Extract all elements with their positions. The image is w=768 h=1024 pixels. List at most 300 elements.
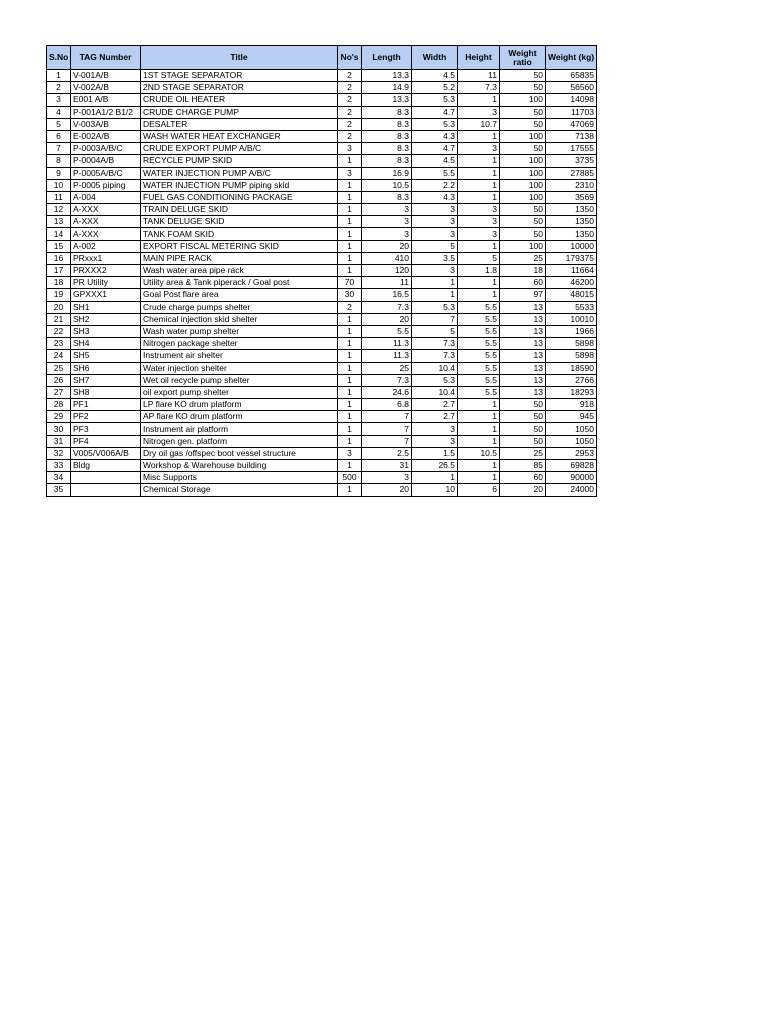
table-row — [47, 70, 597, 82]
cell-nos: 1 — [338, 191, 362, 203]
cell-sno: 28 — [47, 399, 71, 411]
cell-height: 5 — [458, 252, 500, 264]
header-height: Height — [458, 46, 500, 70]
cell-width: 2.7 — [412, 411, 458, 423]
cell-weight-kg: 945 — [546, 411, 597, 423]
cell-height: 1 — [458, 240, 500, 252]
cell-weight-ratio: 50 — [500, 435, 546, 447]
cell-height: 1 — [458, 191, 500, 203]
cell-width: 5.2 — [412, 82, 458, 94]
cell-sno: 20 — [47, 301, 71, 313]
cell-weight-kg: 10010 — [546, 313, 597, 325]
cell-title: Crude charge pumps shelter — [141, 301, 338, 313]
cell-height: 3 — [458, 106, 500, 118]
cell-nos: 1 — [338, 228, 362, 240]
cell-height: 3 — [458, 228, 500, 240]
table-row — [47, 252, 597, 264]
cell-width: 7 — [412, 313, 458, 325]
table-row — [47, 399, 597, 411]
header-length: Length — [362, 46, 412, 70]
cell-title: LP flare KO drum platform — [141, 399, 338, 411]
cell-weight-kg: 11703 — [546, 106, 597, 118]
cell-sno: 10 — [47, 179, 71, 191]
cell-weight-ratio: 50 — [500, 143, 546, 155]
cell-height: 7.3 — [458, 82, 500, 94]
cell-width: 3 — [412, 216, 458, 228]
cell-nos: 2 — [338, 130, 362, 142]
cell-tag-number: SH4 — [71, 338, 141, 350]
cell-sno: 23 — [47, 338, 71, 350]
cell-width: 10.4 — [412, 386, 458, 398]
cell-length: 8.3 — [362, 130, 412, 142]
cell-nos: 3 — [338, 143, 362, 155]
cell-weight-ratio: 50 — [500, 423, 546, 435]
cell-length: 7 — [362, 411, 412, 423]
cell-height: 1 — [458, 179, 500, 191]
table-row — [47, 240, 597, 252]
cell-title: CRUDE EXPORT PUMP A/B/C — [141, 143, 338, 155]
cell-title: WASH WATER HEAT EXCHANGER — [141, 130, 338, 142]
cell-sno: 25 — [47, 362, 71, 374]
cell-length: 5.5 — [362, 325, 412, 337]
cell-nos: 1 — [338, 155, 362, 167]
cell-length: 11.3 — [362, 350, 412, 362]
cell-weight-kg: 17555 — [546, 143, 597, 155]
cell-weight-ratio: 50 — [500, 204, 546, 216]
cell-weight-kg: 1050 — [546, 435, 597, 447]
cell-sno: 19 — [47, 289, 71, 301]
cell-nos: 2 — [338, 82, 362, 94]
cell-width: 4.5 — [412, 70, 458, 82]
cell-tag-number: PF3 — [71, 423, 141, 435]
cell-title: TANK DELUGE SKID — [141, 216, 338, 228]
cell-nos: 2 — [338, 301, 362, 313]
cell-tag-number: V-002A/B — [71, 82, 141, 94]
table-row — [47, 191, 597, 203]
cell-title: EXPORT FISCAL METERING SKID — [141, 240, 338, 252]
cell-width: 3.5 — [412, 252, 458, 264]
cell-length: 3 — [362, 228, 412, 240]
cell-title: WATER INJECTION PUMP piping skid — [141, 179, 338, 191]
cell-length: 25 — [362, 362, 412, 374]
cell-tag-number: GPXXX1 — [71, 289, 141, 301]
cell-sno: 9 — [47, 167, 71, 179]
cell-weight-kg: 18293 — [546, 386, 597, 398]
cell-weight-ratio: 100 — [500, 179, 546, 191]
cell-nos: 1 — [338, 411, 362, 423]
table-row — [47, 472, 597, 484]
cell-title: Instrument air platform — [141, 423, 338, 435]
cell-sno: 3 — [47, 94, 71, 106]
cell-sno: 17 — [47, 265, 71, 277]
cell-height: 1 — [458, 399, 500, 411]
cell-width: 3 — [412, 435, 458, 447]
cell-length: 8.3 — [362, 143, 412, 155]
cell-height: 1 — [458, 94, 500, 106]
cell-width: 1 — [412, 277, 458, 289]
cell-length: 24.6 — [362, 386, 412, 398]
cell-nos: 1 — [338, 325, 362, 337]
cell-nos: 2 — [338, 94, 362, 106]
cell-width: 3 — [412, 423, 458, 435]
table-row — [47, 155, 597, 167]
cell-width: 26.5 — [412, 460, 458, 472]
cell-tag-number — [71, 484, 141, 496]
cell-sno: 26 — [47, 374, 71, 386]
cell-title: FUEL GAS CONDITIONING PACKAGE — [141, 191, 338, 203]
cell-height: 1 — [458, 423, 500, 435]
cell-width: 4.3 — [412, 130, 458, 142]
cell-height: 10.5 — [458, 447, 500, 459]
cell-weight-kg: 18590 — [546, 362, 597, 374]
cell-length: 11.3 — [362, 338, 412, 350]
cell-tag-number: SH6 — [71, 362, 141, 374]
cell-title: TRAIN DELUGE SKID — [141, 204, 338, 216]
cell-length: 7.3 — [362, 374, 412, 386]
cell-nos: 1 — [338, 204, 362, 216]
cell-nos: 30 — [338, 289, 362, 301]
cell-tag-number: P-0004A/B — [71, 155, 141, 167]
cell-weight-ratio: 100 — [500, 94, 546, 106]
cell-sno: 21 — [47, 313, 71, 325]
cell-weight-ratio: 50 — [500, 411, 546, 423]
table-row — [47, 460, 597, 472]
cell-width: 3 — [412, 265, 458, 277]
cell-sno: 11 — [47, 191, 71, 203]
table-row — [47, 435, 597, 447]
table-row — [47, 130, 597, 142]
table-row — [47, 228, 597, 240]
cell-tag-number: SH1 — [71, 301, 141, 313]
cell-weight-kg: 14098 — [546, 94, 597, 106]
cell-height: 1.8 — [458, 265, 500, 277]
cell-height: 5.5 — [458, 301, 500, 313]
cell-title: Wash water area pipe rack — [141, 265, 338, 277]
cell-weight-kg: 2953 — [546, 447, 597, 459]
cell-height: 1 — [458, 435, 500, 447]
cell-title: CRUDE CHARGE PUMP — [141, 106, 338, 118]
cell-sno: 1 — [47, 70, 71, 82]
cell-weight-kg: 11664 — [546, 265, 597, 277]
header-sno: S.No — [47, 46, 71, 70]
cell-sno: 27 — [47, 386, 71, 398]
cell-sno: 33 — [47, 460, 71, 472]
cell-tag-number: PRxxx1 — [71, 252, 141, 264]
cell-width: 3 — [412, 228, 458, 240]
cell-nos: 1 — [338, 216, 362, 228]
cell-height: 1 — [458, 277, 500, 289]
cell-title: Nitrogen package shelter — [141, 338, 338, 350]
cell-width: 2.2 — [412, 179, 458, 191]
cell-title: Chemical injection skid shelter — [141, 313, 338, 325]
table-row — [47, 386, 597, 398]
cell-width: 1 — [412, 289, 458, 301]
table-row — [47, 374, 597, 386]
table-row — [47, 143, 597, 155]
cell-nos: 1 — [338, 399, 362, 411]
cell-height: 5.5 — [458, 362, 500, 374]
cell-nos: 1 — [338, 338, 362, 350]
cell-title: CRUDE OIL HEATER — [141, 94, 338, 106]
cell-sno: 34 — [47, 472, 71, 484]
cell-height: 5.5 — [458, 350, 500, 362]
cell-title: oil export pump shelter — [141, 386, 338, 398]
cell-height: 5.5 — [458, 313, 500, 325]
cell-sno: 5 — [47, 118, 71, 130]
cell-width: 5.3 — [412, 118, 458, 130]
cell-weight-kg: 7138 — [546, 130, 597, 142]
cell-length: 3 — [362, 472, 412, 484]
cell-title: Wash water pump shelter — [141, 325, 338, 337]
table-row — [47, 277, 597, 289]
table-row — [47, 82, 597, 94]
cell-width: 4.5 — [412, 155, 458, 167]
cell-width: 1.5 — [412, 447, 458, 459]
cell-title: Instrument air shelter — [141, 350, 338, 362]
table-row — [47, 484, 597, 496]
weight-table — [46, 45, 597, 497]
cell-tag-number: PR Utility — [71, 277, 141, 289]
cell-nos: 1 — [338, 179, 362, 191]
cell-weight-kg: 1966 — [546, 325, 597, 337]
cell-length: 8.3 — [362, 106, 412, 118]
table-row — [47, 325, 597, 337]
cell-title: AP flare KO drum platform — [141, 411, 338, 423]
cell-tag-number: A-XXX — [71, 204, 141, 216]
cell-nos: 2 — [338, 70, 362, 82]
cell-length: 7 — [362, 435, 412, 447]
cell-tag-number: SH5 — [71, 350, 141, 362]
cell-sno: 8 — [47, 155, 71, 167]
cell-tag-number: P-001A1/2 B1/2 — [71, 106, 141, 118]
table-row — [47, 411, 597, 423]
cell-tag-number: PF2 — [71, 411, 141, 423]
header-row — [47, 46, 597, 70]
table-row — [47, 301, 597, 313]
cell-height: 5.5 — [458, 386, 500, 398]
cell-title: DESALTER — [141, 118, 338, 130]
cell-title: Wet oil recycle pump shelter — [141, 374, 338, 386]
cell-length: 7.3 — [362, 301, 412, 313]
cell-sno: 7 — [47, 143, 71, 155]
table-row — [47, 118, 597, 130]
cell-title: Workshop & Warehouse building — [141, 460, 338, 472]
cell-width: 5 — [412, 325, 458, 337]
cell-height: 6 — [458, 484, 500, 496]
cell-height: 1 — [458, 130, 500, 142]
cell-title: TANK FOAM SKID — [141, 228, 338, 240]
cell-title: Water injection shelter — [141, 362, 338, 374]
table-row — [47, 362, 597, 374]
cell-title: Utility area & Tank piperack / Goal post — [141, 277, 338, 289]
cell-width: 7.3 — [412, 350, 458, 362]
cell-weight-ratio: 13 — [500, 301, 546, 313]
cell-weight-ratio: 50 — [500, 82, 546, 94]
cell-title: 1ST STAGE SEPARATOR — [141, 70, 338, 82]
cell-weight-ratio: 13 — [500, 386, 546, 398]
cell-tag-number: A-XXX — [71, 216, 141, 228]
cell-title: MAIN PIPE RACK — [141, 252, 338, 264]
cell-length: 410 — [362, 252, 412, 264]
cell-nos: 70 — [338, 277, 362, 289]
cell-height: 5.5 — [458, 325, 500, 337]
cell-height: 1 — [458, 289, 500, 301]
cell-length: 8.3 — [362, 155, 412, 167]
cell-width: 4.3 — [412, 191, 458, 203]
cell-tag-number: PRXXX2 — [71, 265, 141, 277]
cell-weight-ratio: 13 — [500, 313, 546, 325]
cell-length: 6.8 — [362, 399, 412, 411]
table-row — [47, 94, 597, 106]
cell-sno: 2 — [47, 82, 71, 94]
cell-weight-ratio: 100 — [500, 155, 546, 167]
cell-width: 10 — [412, 484, 458, 496]
cell-nos: 1 — [338, 350, 362, 362]
cell-weight-ratio: 60 — [500, 472, 546, 484]
cell-tag-number: PF4 — [71, 435, 141, 447]
cell-height: 3 — [458, 204, 500, 216]
table-row — [47, 423, 597, 435]
cell-sno: 4 — [47, 106, 71, 118]
cell-tag-number: P-0005 piping — [71, 179, 141, 191]
cell-nos: 1 — [338, 484, 362, 496]
cell-title: Goal Post flare area — [141, 289, 338, 301]
table-row — [47, 350, 597, 362]
cell-title: Dry oil gas /offspec boot vessel structure — [141, 447, 338, 459]
cell-nos: 1 — [338, 423, 362, 435]
cell-length: 2.5 — [362, 447, 412, 459]
cell-title: Misc Supports — [141, 472, 338, 484]
cell-weight-ratio: 25 — [500, 252, 546, 264]
cell-title: 2ND STAGE SEPARATOR — [141, 82, 338, 94]
cell-tag-number: E-002A/B — [71, 130, 141, 142]
cell-width: 4.7 — [412, 106, 458, 118]
cell-sno: 32 — [47, 447, 71, 459]
cell-weight-ratio: 100 — [500, 191, 546, 203]
cell-tag-number: V-001A/B — [71, 70, 141, 82]
cell-weight-ratio: 50 — [500, 228, 546, 240]
cell-length: 10.5 — [362, 179, 412, 191]
cell-tag-number: A-004 — [71, 191, 141, 203]
cell-sno: 16 — [47, 252, 71, 264]
cell-nos: 1 — [338, 435, 362, 447]
cell-weight-ratio: 13 — [500, 350, 546, 362]
cell-weight-kg: 5533 — [546, 301, 597, 313]
cell-height: 1 — [458, 460, 500, 472]
header-tag-number: TAG Number — [71, 46, 141, 70]
header-title: Title — [141, 46, 338, 70]
cell-sno: 22 — [47, 325, 71, 337]
cell-weight-kg: 2310 — [546, 179, 597, 191]
cell-weight-ratio: 18 — [500, 265, 546, 277]
cell-width: 4.7 — [412, 143, 458, 155]
cell-nos: 3 — [338, 167, 362, 179]
header-nos: No's — [338, 46, 362, 70]
cell-weight-ratio: 97 — [500, 289, 546, 301]
cell-sno: 29 — [47, 411, 71, 423]
cell-length: 11 — [362, 277, 412, 289]
cell-width: 1 — [412, 472, 458, 484]
cell-width: 3 — [412, 204, 458, 216]
table-row — [47, 106, 597, 118]
cell-title: Chemical Storage — [141, 484, 338, 496]
table-row — [47, 313, 597, 325]
cell-width: 5 — [412, 240, 458, 252]
cell-nos: 2 — [338, 106, 362, 118]
cell-nos: 500 — [338, 472, 362, 484]
cell-weight-kg: 10000 — [546, 240, 597, 252]
cell-weight-kg: 90000 — [546, 472, 597, 484]
cell-height: 1 — [458, 155, 500, 167]
cell-nos: 1 — [338, 460, 362, 472]
cell-tag-number: A-XXX — [71, 228, 141, 240]
cell-weight-kg: 48015 — [546, 289, 597, 301]
cell-title: Nitrogen gen. platform — [141, 435, 338, 447]
table-row — [47, 167, 597, 179]
cell-weight-kg: 1350 — [546, 228, 597, 240]
cell-nos: 1 — [338, 362, 362, 374]
table-row — [47, 289, 597, 301]
cell-sno: 6 — [47, 130, 71, 142]
cell-weight-kg: 3569 — [546, 191, 597, 203]
cell-weight-kg: 46200 — [546, 277, 597, 289]
cell-weight-ratio: 50 — [500, 216, 546, 228]
cell-weight-ratio: 13 — [500, 362, 546, 374]
cell-weight-ratio: 20 — [500, 484, 546, 496]
cell-width: 2.7 — [412, 399, 458, 411]
cell-weight-kg: 2766 — [546, 374, 597, 386]
cell-weight-ratio: 100 — [500, 130, 546, 142]
cell-weight-kg: 56560 — [546, 82, 597, 94]
cell-weight-ratio: 13 — [500, 338, 546, 350]
cell-height: 1 — [458, 411, 500, 423]
cell-height: 5.5 — [458, 374, 500, 386]
cell-weight-kg: 69828 — [546, 460, 597, 472]
cell-tag-number: P-0005A/B/C — [71, 167, 141, 179]
cell-sno: 15 — [47, 240, 71, 252]
cell-weight-ratio: 50 — [500, 106, 546, 118]
cell-weight-kg: 3735 — [546, 155, 597, 167]
cell-sno: 13 — [47, 216, 71, 228]
cell-nos: 1 — [338, 313, 362, 325]
cell-length: 120 — [362, 265, 412, 277]
cell-weight-ratio: 100 — [500, 167, 546, 179]
cell-tag-number: P-0003A/B/C — [71, 143, 141, 155]
cell-nos: 2 — [338, 118, 362, 130]
cell-tag-number: SH2 — [71, 313, 141, 325]
cell-tag-number: PF1 — [71, 399, 141, 411]
cell-weight-ratio: 50 — [500, 118, 546, 130]
cell-sno: 14 — [47, 228, 71, 240]
cell-tag-number: SH3 — [71, 325, 141, 337]
cell-title: RECYCLE PUMP SKID — [141, 155, 338, 167]
cell-weight-kg: 5898 — [546, 338, 597, 350]
cell-nos: 1 — [338, 252, 362, 264]
table-body — [47, 70, 597, 497]
cell-nos: 1 — [338, 374, 362, 386]
cell-sno: 35 — [47, 484, 71, 496]
cell-weight-ratio: 25 — [500, 447, 546, 459]
cell-height: 3 — [458, 216, 500, 228]
cell-width: 7.3 — [412, 338, 458, 350]
cell-height: 1 — [458, 167, 500, 179]
cell-height: 1 — [458, 472, 500, 484]
cell-weight-kg: 27885 — [546, 167, 597, 179]
header-weight-ratio: Weight ratio — [500, 46, 546, 70]
cell-length: 3 — [362, 204, 412, 216]
cell-weight-ratio: 60 — [500, 277, 546, 289]
cell-length: 16.9 — [362, 167, 412, 179]
